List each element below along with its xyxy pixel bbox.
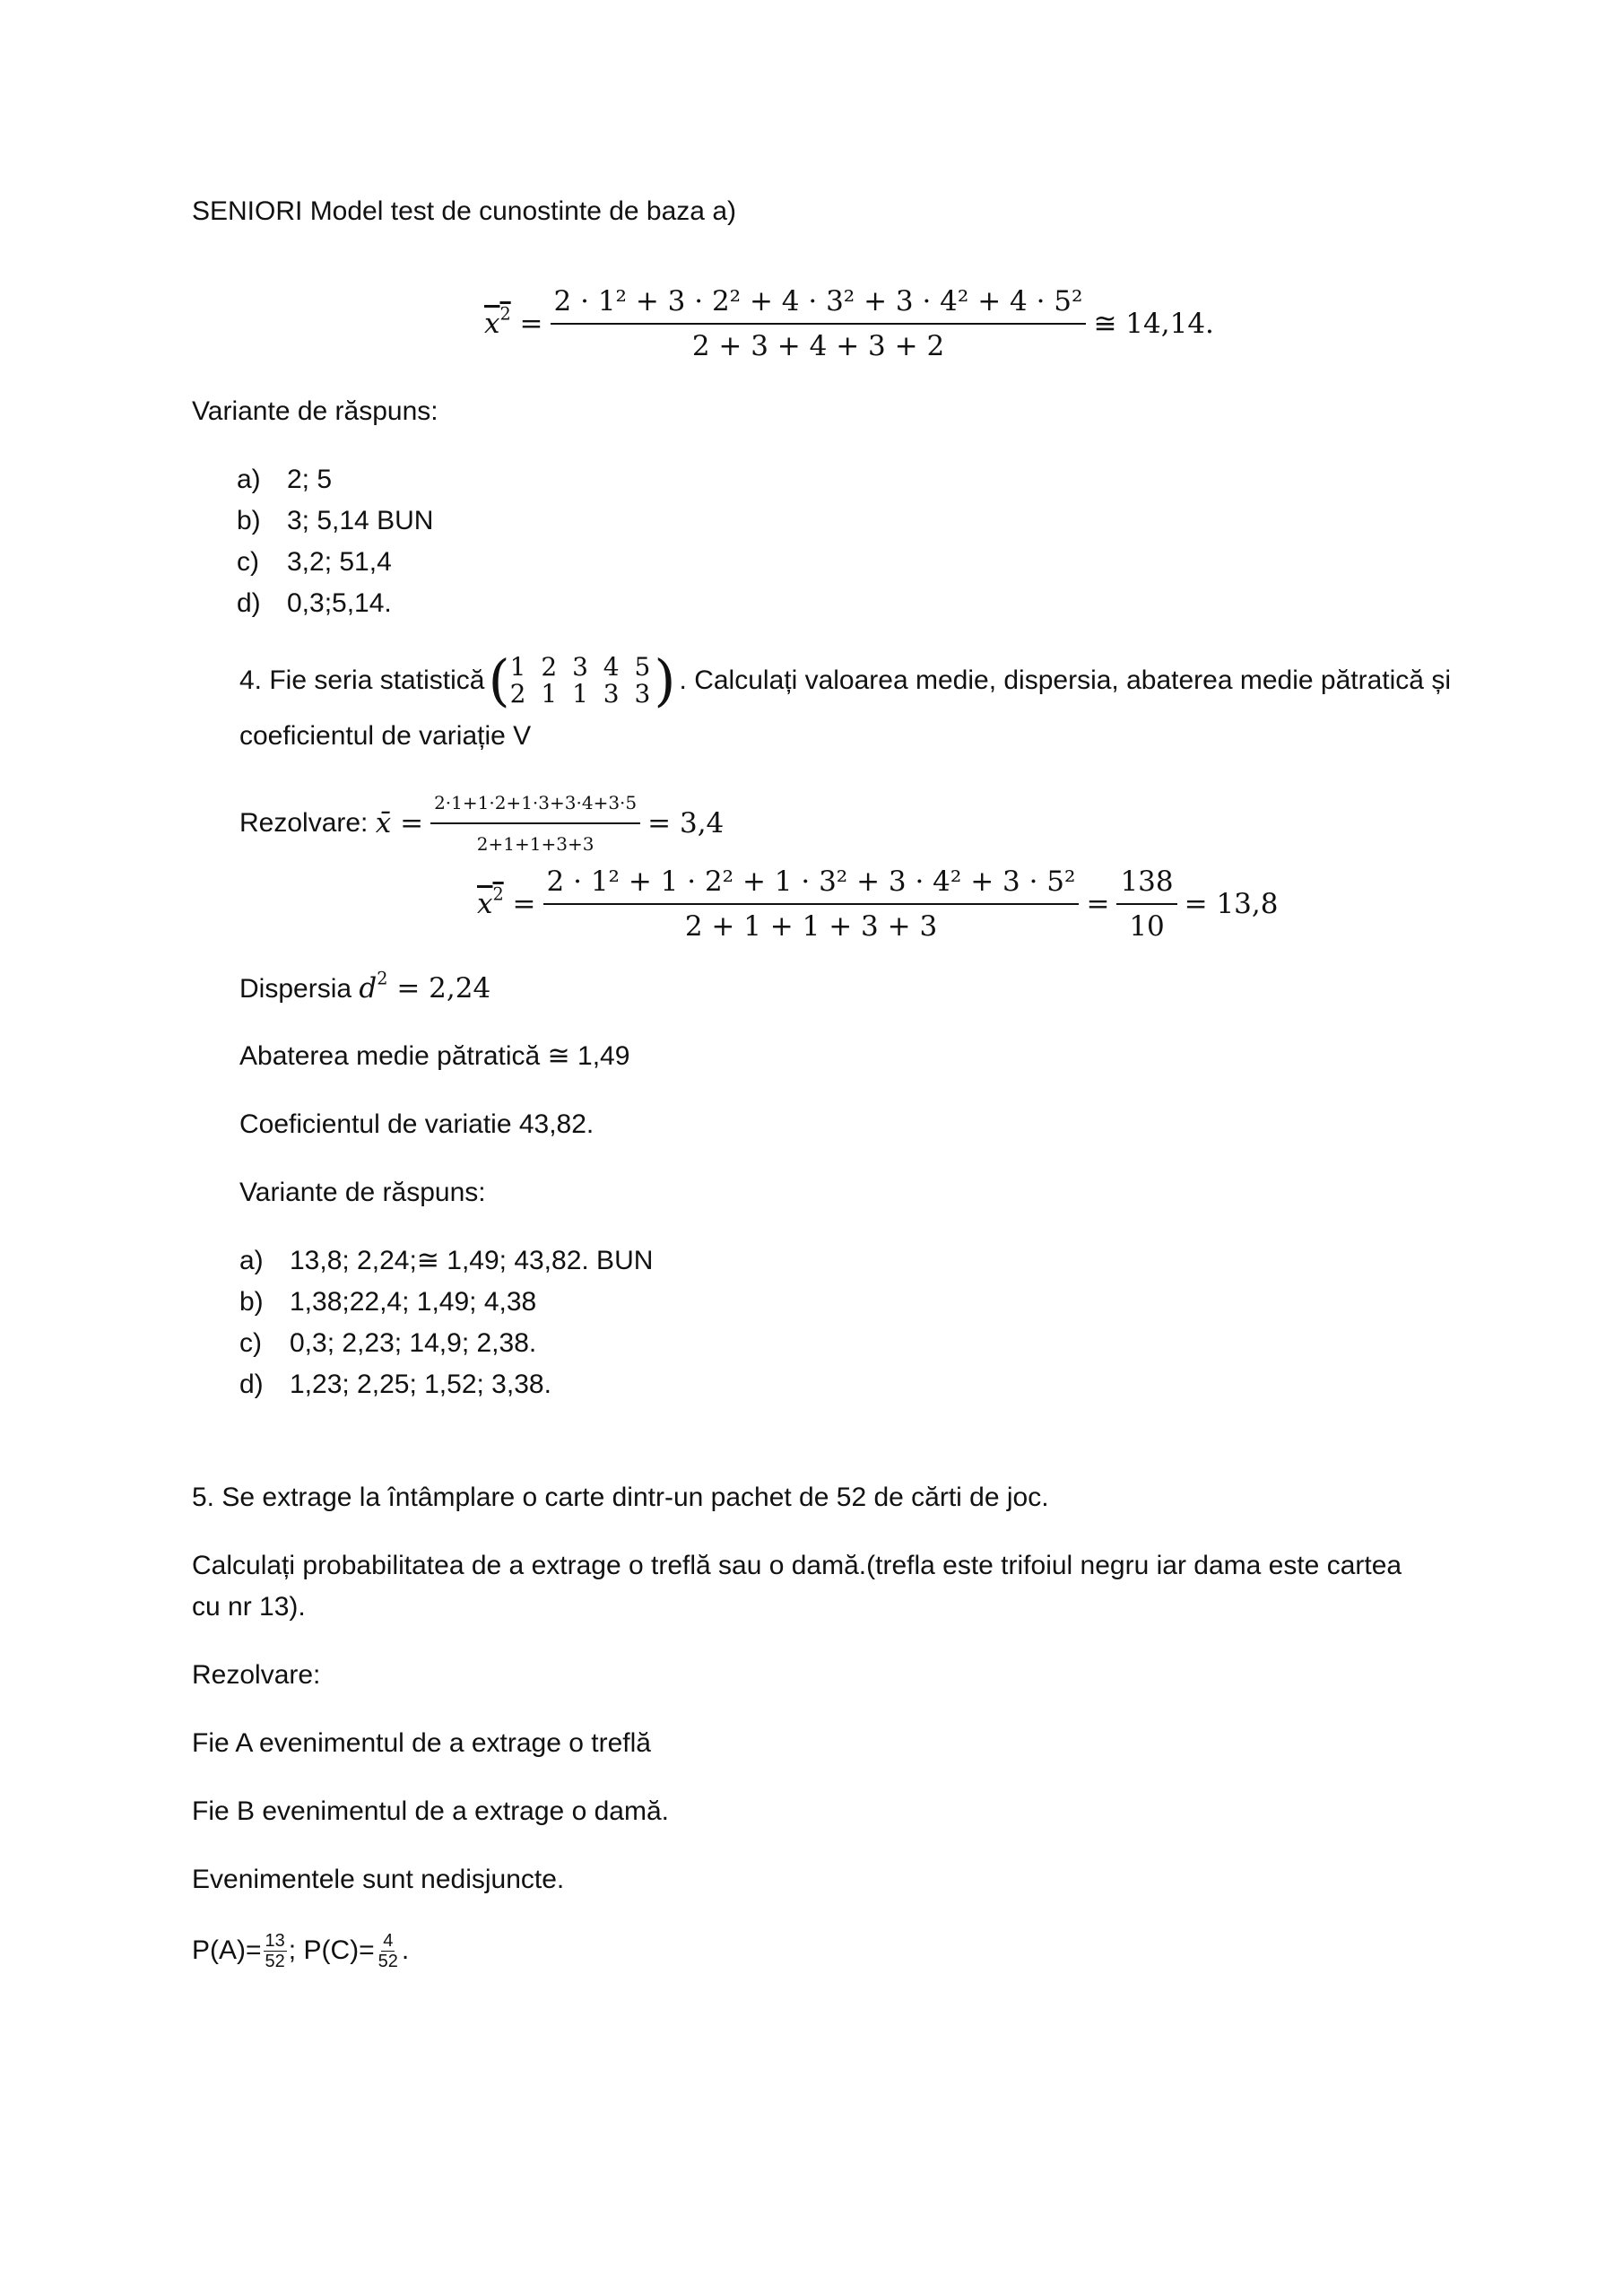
eq1-numerator: 2 · 1² + 3 · 2² + 4 · 3² + 3 · 4² + 4 · 5² [551, 285, 1087, 325]
pc-fraction: $\frac{4}{52}$ [378, 1930, 398, 1971]
list-item: b) 3; 5,14 BUN [237, 506, 434, 535]
nondisjoint-note: Evenimentele sunt nedisjuncte. [192, 1865, 565, 1894]
list-item: d) 1,23; 2,25; 1,52; 3,38. [239, 1370, 551, 1399]
mean-equation: Rezolvare: x̄ = $\frac{2\cdot 1+1\cdot 2+1\cdot 3+3\cdot 4+3\cdot 5}{2+1+1+3+3}$ = 3,4 [239, 787, 724, 860]
pa-fraction: $\frac{13}{52}$ [265, 1930, 285, 1971]
list-item: a) 2; 5 [237, 465, 333, 494]
problem-5-question: Calculați probabilitatea de a extrage o treflă sau o damă.(trefla este trifoiul negru iar dama este cartea [192, 1551, 1402, 1580]
mean-of-squares-equation-1 [484, 285, 1214, 362]
eq1-denominator: 2 + 3 + 4 + 3 + 2 [691, 330, 945, 362]
list-item: a) 13,8; 2,24;≅ 1,49; 43,82. BUN [239, 1246, 654, 1275]
problem-4-statement: 4. Fie seria statistică ( 1 2 3 4 5 2 1 1 3 3 ) . Calculați valoarea medie, dispersia, abaterea medie pătratică și [239, 648, 1451, 713]
problem-4-statement-line2: coeficientul de variație V [239, 721, 532, 751]
std-dev-line: Abaterea medie pătratică ≅ 1,49 [239, 1041, 630, 1071]
list-item: c) 3,2; 51,4 [237, 547, 392, 577]
solution-label: Rezolvare: [192, 1660, 321, 1690]
variants-label-1: Variante de răspuns: [192, 396, 438, 426]
event-b: Fie B evenimentul de a extrage o damă. [192, 1796, 669, 1826]
list-item: c) 0,3; 2,23; 14,9; 2,38. [239, 1328, 537, 1358]
problem-5-question-line2: cu nr 13). [192, 1592, 306, 1622]
eq1-result: ≅ 14,14. [1093, 308, 1214, 340]
probabilities-line: P(A)= $\frac{13}{52}$ ; P(C)= $\frac{4}{52}$ . [192, 1930, 410, 1971]
problem-5-statement: 5. Se extrage la întâmplare o carte dintr-un pachet de 52 de cărti de joc. [192, 1483, 1049, 1512]
variants-label-2: Variante de răspuns: [239, 1178, 486, 1207]
statistical-series-matrix: ( 1 2 3 4 5 2 1 1 3 3 ) [488, 648, 676, 713]
eq1-lhs: $x^2$ = [484, 303, 543, 340]
list-item: d) 0,3;5,14. [237, 588, 392, 618]
dispersion-line: Dispersia $d^2 = 2,24$ [239, 968, 491, 1004]
eq2-fraction: $\frac{\text{2 · 1² + 1 · 2² + 1 · 3² + 3 · 4² + 3 · 5²}}{2 + 1 + 1 + 3 + 3}$ [543, 865, 1080, 943]
coefficient-line: Coeficientul de variatie 43,82. [239, 1109, 595, 1139]
page-title: SENIORI Model test de cunostinte de baza a) [192, 196, 736, 226]
mean-fraction: $\frac{2\cdot 1+1\cdot 2+1\cdot 3+3\cdot 4+3\cdot 5}{2+1+1+3+3}$ [430, 787, 640, 860]
eq1-fraction [551, 285, 1087, 362]
eq2-fraction-simplified: $\frac{138}{10}$ [1116, 865, 1176, 943]
event-a: Fie A evenimentul de a extrage o treflă [192, 1728, 651, 1758]
mean-of-squares-equation-2: $x^2$ = $\frac{\text{2 · 1² + 1 · 2² + 1 · 3² + 3 · 4² + 3 · 5²}}{2 + 1 + 1 + 3 + 3}$ = $\frac{138}{10}$ = 13,8 [477, 865, 1279, 943]
list-item: b) 1,38;22,4; 1,49; 4,38 [239, 1287, 537, 1317]
